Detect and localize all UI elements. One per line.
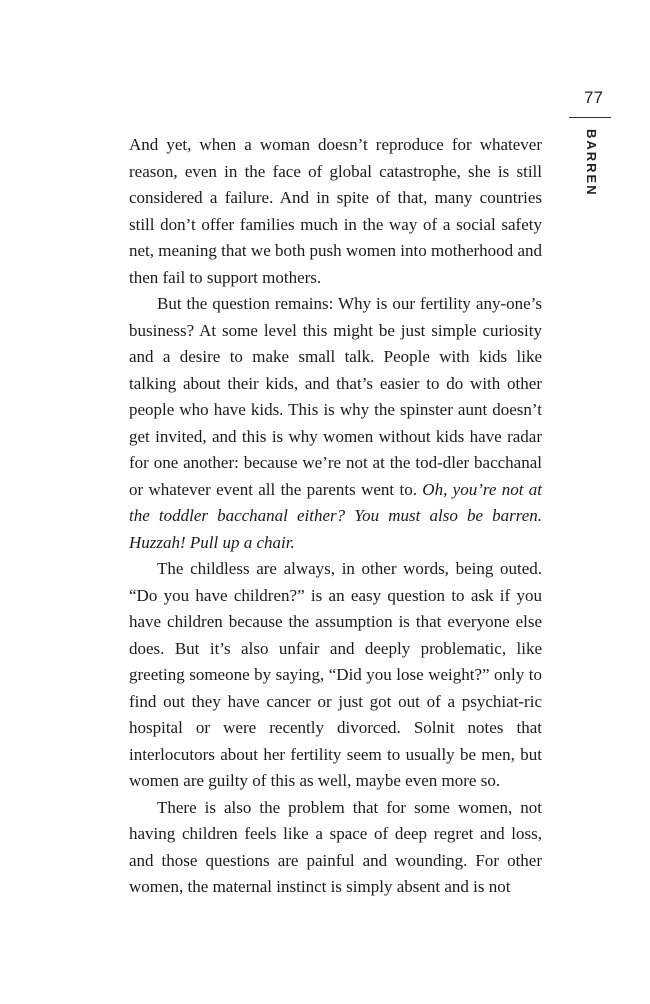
paragraph-1: And yet, when a woman doesn’t reproduce for whatever reason, even in the face of global catastrophe, she is still considered a failure. And in spite of that, many countries still don’t offer families much in the way of a social safety net, meaning that we both push women into motherhood and then fail to support mothers. <box>129 135 542 287</box>
italic-passage: Oh, you’re not at the toddler bacchanal either? You must also be barren. Huzzah! Pull up a chair. <box>129 479 542 552</box>
running-head: BARREN <box>584 129 599 197</box>
header-rule <box>569 117 611 118</box>
paragraph-4: There is also the problem that for some women, not having children feels like a space of deep regret and loss, and those questions are painful and wounding. For other women, the maternal instinct is simply absent and is not <box>129 797 542 896</box>
paragraph-2-text: But the question remains: Why is our fertility any-one’s business? At some level this might be just simple curiosity and a desire to make small talk. People with kids like talking about their kids, and that’s easier to do with other people who have kids. This is why the spinster aunt doesn’t get invited, and this is why women without kids have radar for one another: because we’re not at the tod-dler bacchanal or whatever event all the parents went to. <box>129 294 542 499</box>
paragraph-2 <box>129 291 542 556</box>
paragraph-3: The childless are always, in other words, being outed. “Do you have children?” is an easy question to ask if you have children because the assumption is that everyone else does. But it’s also unfair and deeply problematic, like greeting someone by saying, “Did you lose weight?” only to find out they have cancer or just got out of a psychiat-ric hospital or were recently divorced. Solnit notes that interlocutors about her fertility seem to usually be men, but women are guilty of this as well, maybe even more so. <box>129 559 542 790</box>
body-text <box>129 132 542 901</box>
page-number: 77 <box>584 88 603 107</box>
